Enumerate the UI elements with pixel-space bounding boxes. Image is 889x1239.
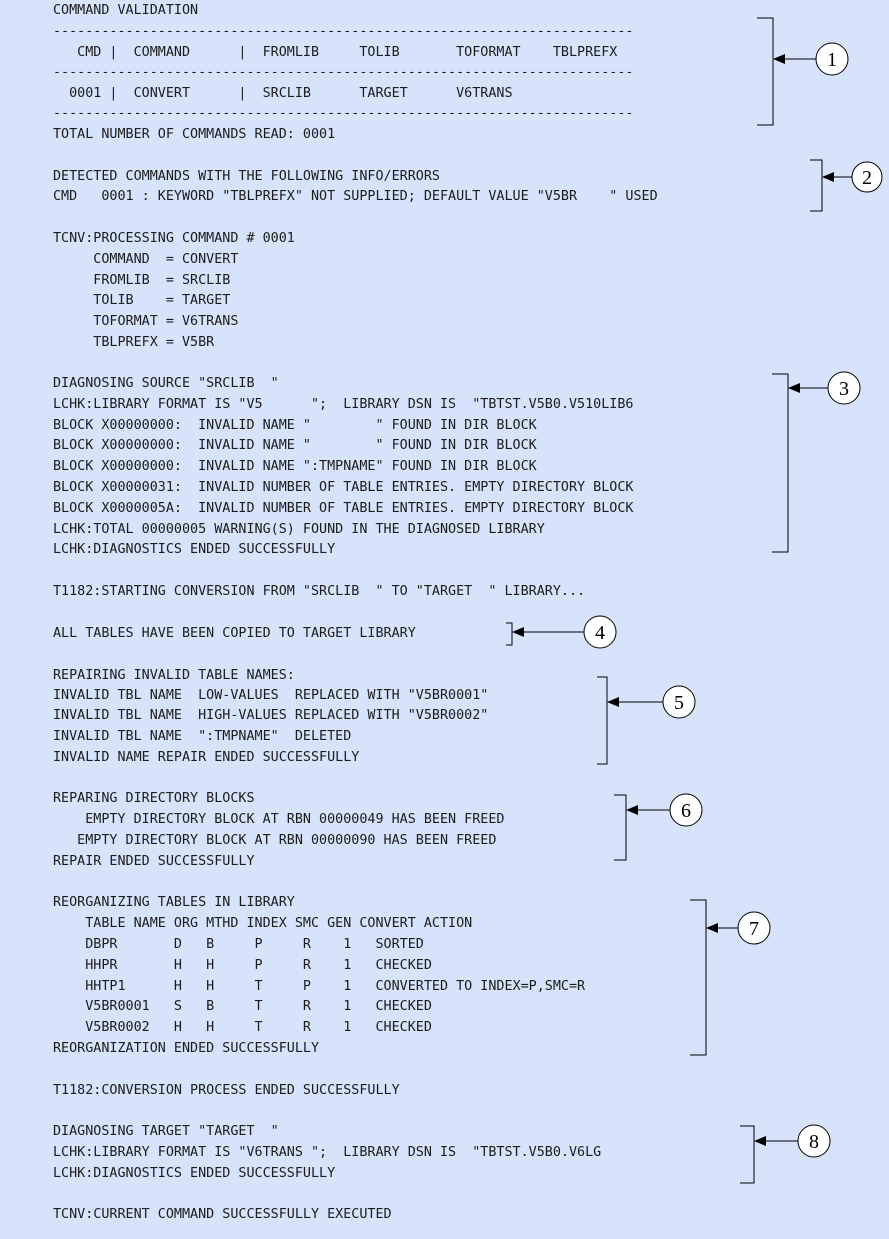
log-line: DBPR D B P R 1 SORTED: [53, 937, 424, 952]
log-line: V5BR0002 H H T R 1 CHECKED: [53, 1020, 432, 1035]
log-line: HHPR H H P R 1 CHECKED: [53, 958, 432, 973]
callout-number: 4: [595, 622, 605, 644]
callout-number: 3: [839, 378, 849, 400]
log-line: DIAGNOSING SOURCE "SRCLIB ": [53, 376, 279, 391]
log-line: T1182:CONVERSION PROCESS ENDED SUCCESSFULLY: [53, 1083, 400, 1098]
log-line: T1182:STARTING CONVERSION FROM "SRCLIB " TO "TARGET " LIBRARY...: [53, 584, 586, 599]
section-bracket: [597, 677, 607, 764]
log-line: INVALID TBL NAME LOW-VALUES REPLACED WITH "V5BR0001": [53, 688, 489, 703]
log-line: TOFORMAT = V6TRANS: [53, 314, 239, 329]
log-line: EMPTY DIRECTORY BLOCK AT RBN 00000090 HAS BEEN FREED: [53, 833, 497, 848]
log-line: BLOCK X00000000: INVALID NAME " " FOUND IN DIR BLOCK: [53, 418, 537, 433]
section-bracket: [506, 623, 512, 645]
log-line: REPARING DIRECTORY BLOCKS: [53, 791, 255, 806]
log-line: REPAIRING INVALID TABLE NAMES:: [53, 668, 295, 683]
log-line: COMMAND VALIDATION: [53, 3, 199, 18]
callout-number: 1: [827, 49, 837, 71]
log-line: BLOCK X00000031: INVALID NUMBER OF TABLE ENTRIES. EMPTY DIRECTORY BLOCK: [53, 480, 634, 495]
log-line: FROMLIB = SRCLIB: [53, 273, 231, 288]
section-bracket: [757, 18, 773, 125]
separator-line: ------------------------------------------------------------------------: [53, 24, 634, 39]
log-line: CMD 0001 : KEYWORD "TBLPREFX" NOT SUPPLIED; DEFAULT VALUE "V5BR " USED: [53, 189, 658, 204]
log-line: TABLE NAME ORG MTHD INDEX SMC GEN CONVERT ACTION: [53, 916, 473, 931]
callout-number: 5: [674, 692, 684, 714]
log-line: V5BR0001 S B T R 1 CHECKED: [53, 999, 432, 1014]
log-line: DETECTED COMMANDS WITH THE FOLLOWING INFO/ERRORS: [53, 169, 440, 184]
log-line: LCHK:LIBRARY FORMAT IS "V5 "; LIBRARY DSN IS "TBTST.V5B0.V510LIB6: [53, 397, 634, 412]
log-line: EMPTY DIRECTORY BLOCK AT RBN 00000049 HAS BEEN FREED: [53, 812, 505, 827]
log-line: ALL TABLES HAVE BEEN COPIED TO TARGET LIBRARY: [53, 626, 416, 641]
section-bracket: [690, 900, 706, 1055]
log-line: TCNV:PROCESSING COMMAND # 0001: [53, 231, 295, 246]
log-line: COMMAND = CONVERT: [53, 252, 239, 267]
log-line: LCHK:LIBRARY FORMAT IS "V6TRANS "; LIBRARY DSN IS "TBTST.V5B0.V6LG: [53, 1145, 602, 1160]
callout-number: 2: [862, 167, 872, 189]
log-line: INVALID TBL NAME HIGH-VALUES REPLACED WITH "V5BR0002": [53, 708, 489, 723]
callout-number: 8: [809, 1131, 819, 1153]
section-bracket: [740, 1126, 754, 1183]
log-line: BLOCK X0000005A: INVALID NUMBER OF TABLE ENTRIES. EMPTY DIRECTORY BLOCK: [53, 501, 634, 516]
log-line: BLOCK X00000000: INVALID NAME ":TMPNAME" FOUND IN DIR BLOCK: [53, 459, 537, 474]
log-line: 0001 | CONVERT | SRCLIB TARGET V6TRANS: [53, 86, 513, 101]
log-line: CMD | COMMAND | FROMLIB TOLIB TOFORMAT TBLPREFX: [53, 45, 618, 60]
log-line: TOTAL NUMBER OF COMMANDS READ: 0001: [53, 127, 336, 142]
log-line: REPAIR ENDED SUCCESSFULLY: [53, 854, 255, 869]
section-bracket: [772, 374, 788, 552]
log-line: INVALID TBL NAME ":TMPNAME" DELETED: [53, 729, 352, 744]
log-line: REORGANIZATION ENDED SUCCESSFULLY: [53, 1041, 320, 1056]
log-line: REORGANIZING TABLES IN LIBRARY: [53, 895, 295, 910]
separator-line: ------------------------------------------------------------------------: [53, 106, 634, 121]
log-line: TCNV:CURRENT COMMAND SUCCESSFULLY EXECUTED: [53, 1207, 392, 1222]
callout-number: 7: [749, 918, 759, 940]
section-bracket: [614, 795, 626, 860]
section-bracket: [810, 160, 822, 211]
log-line: TBLPREFX = V5BR: [53, 335, 215, 350]
log-line: LCHK:DIAGNOSTICS ENDED SUCCESSFULLY: [53, 1166, 336, 1181]
log-line: DIAGNOSING TARGET "TARGET ": [53, 1124, 279, 1139]
log-line: LCHK:DIAGNOSTICS ENDED SUCCESSFULLY: [53, 542, 336, 557]
callout-number: 6: [681, 800, 691, 822]
log-line: LCHK:TOTAL 00000005 WARNING(S) FOUND IN THE DIAGNOSED LIBRARY: [53, 522, 545, 537]
log-line: INVALID NAME REPAIR ENDED SUCCESSFULLY: [53, 750, 360, 765]
separator-line: ------------------------------------------------------------------------: [53, 65, 634, 80]
log-line: HHTP1 H H T P 1 CONVERTED TO INDEX=P,SMC=R: [53, 979, 586, 994]
log-line: TOLIB = TARGET: [53, 293, 231, 308]
log-line: BLOCK X00000000: INVALID NAME " " FOUND IN DIR BLOCK: [53, 438, 537, 453]
